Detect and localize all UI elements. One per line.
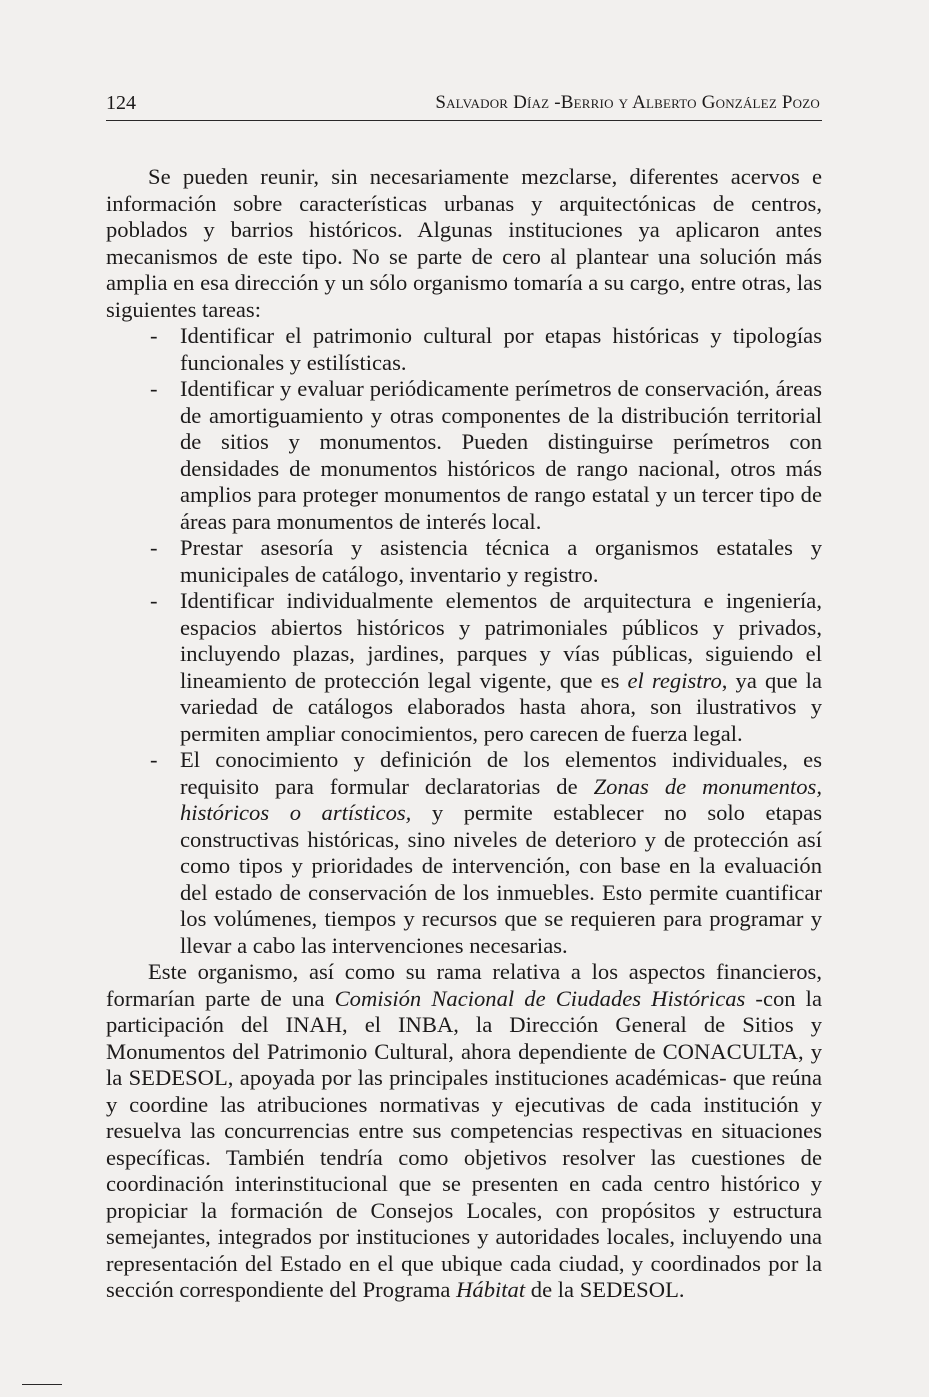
task-item-declarations <box>150 747 822 959</box>
list-dash: - <box>150 747 158 772</box>
task-item-individual-identification <box>150 588 822 747</box>
body-text <box>106 164 822 1304</box>
task-text-after: y permite establecer no solo etapas constructivas históricas, sino niveles de deterioro y de protección así como tipos y prioridades de intervención, con base en la evaluación del estado de conservación de los inmuebles. Esto permite cuantificar los volúmenes, tiempos y recursos que se requieren para programar y llevar a cabo las intervenciones necesarias. <box>180 800 822 958</box>
list-dash: - <box>150 535 158 560</box>
task-text: Identificar y evaluar periódicamente perímetros de conservación, áreas de amortiguamiento y otras componentes de la distribución territorial de sitios y monumentos. Pueden distinguirse perímetros con densidades de monumentos históricos de rango nacional, otros más amplios para proteger monumentos de rango estatal y un tercer tipo de áreas para monumentos de interés local. <box>180 376 822 534</box>
closing-text-1: Este organismo, así como su rama relativa a los aspectos financieros, formarían parte de una <box>106 959 822 1011</box>
task-text-emphasis: Zonas de monumentos, históricos o artísticos, <box>180 773 822 825</box>
list-dash: - <box>150 376 158 401</box>
task-list <box>106 323 822 959</box>
intro-paragraph: Se pueden reunir, sin necesariamente mezclarse, diferentes acervos e información sobre características urbanas y arquitectónicas de centros, poblados y barrios históricos. Algunas instituciones ya aplicaron antes mecanismos de este tipo. No se parte de cero al plantear una solución más amplia en esa dirección y un sólo organismo tomaría a su cargo, entre otras, las siguientes tareas: <box>106 164 822 322</box>
closing-text-2: -con la participación del INAH, el INBA, la Dirección General de Sitios y Monumentos del Patrimonio Cultural, ahora dependiente de CONACULTA, y la SEDESOL, apoyada por las principales instituciones académicas- que reúna y coordine las atribuciones normativas y ejecutivas de cada institución y resuelva las concurrencias entre sus competencias respectivas en situaciones específicas. También tendría como objetivos resolver las cuestiones de coordinación interinstitucional que se presenten en cada centro histórico y propiciar la formación de Consejos Locales, con propósitos y estructura semejantes, integrados por instituciones y autoridades locales, incluyendo una representación del Estado en el que ubique cada ciudad, y coordinados por la sección correspondiente del Programa <box>106 985 822 1302</box>
closing-text-3: de la SEDESOL. <box>525 1277 685 1302</box>
running-head: Salvador Díaz -Berrio y Alberto González Pozo <box>435 92 820 113</box>
closing-emphasis-habitat: Hábitat <box>456 1277 526 1302</box>
task-text: Identificar el patrimonio cultural por etapas históricas y tipologías funcionales y estilísticas. <box>180 323 822 375</box>
footer-rule <box>22 1384 62 1385</box>
list-dash: - <box>150 323 158 348</box>
task-text-emphasis: el registro <box>627 667 722 693</box>
page-header <box>106 90 822 121</box>
closing-emphasis-commission: Comisión Nacional de Ciudades Históricas <box>334 985 746 1011</box>
task-item-heritage-identification <box>150 323 822 376</box>
closing-paragraph <box>106 959 822 1304</box>
task-text-before: El conocimiento y definición de los elementos individuales, es requisito para formular declaratorias de <box>180 747 822 799</box>
task-item-technical-assistance <box>150 535 822 588</box>
task-text-after: , ya que la variedad de catálogos elaborados hasta ahora, son ilustrativos y permiten ampliar conocimientos, pero carecen de fuerza legal. <box>180 667 822 746</box>
task-item-perimeters <box>150 376 822 535</box>
page-number: 124 <box>106 92 136 114</box>
task-text: Prestar asesoría y asistencia técnica a organismos estatales y municipales de catálogo, inventario y registro. <box>180 535 822 587</box>
list-dash: - <box>150 588 158 613</box>
task-text-before: Identificar individualmente elementos de arquitectura e ingeniería, espacios abiertos históricos y patrimoniales públicos y privados, incluyendo plazas, jardines, parques y vías públicas, siguiendo el lineamiento de protección legal vigente, que es <box>180 588 822 693</box>
